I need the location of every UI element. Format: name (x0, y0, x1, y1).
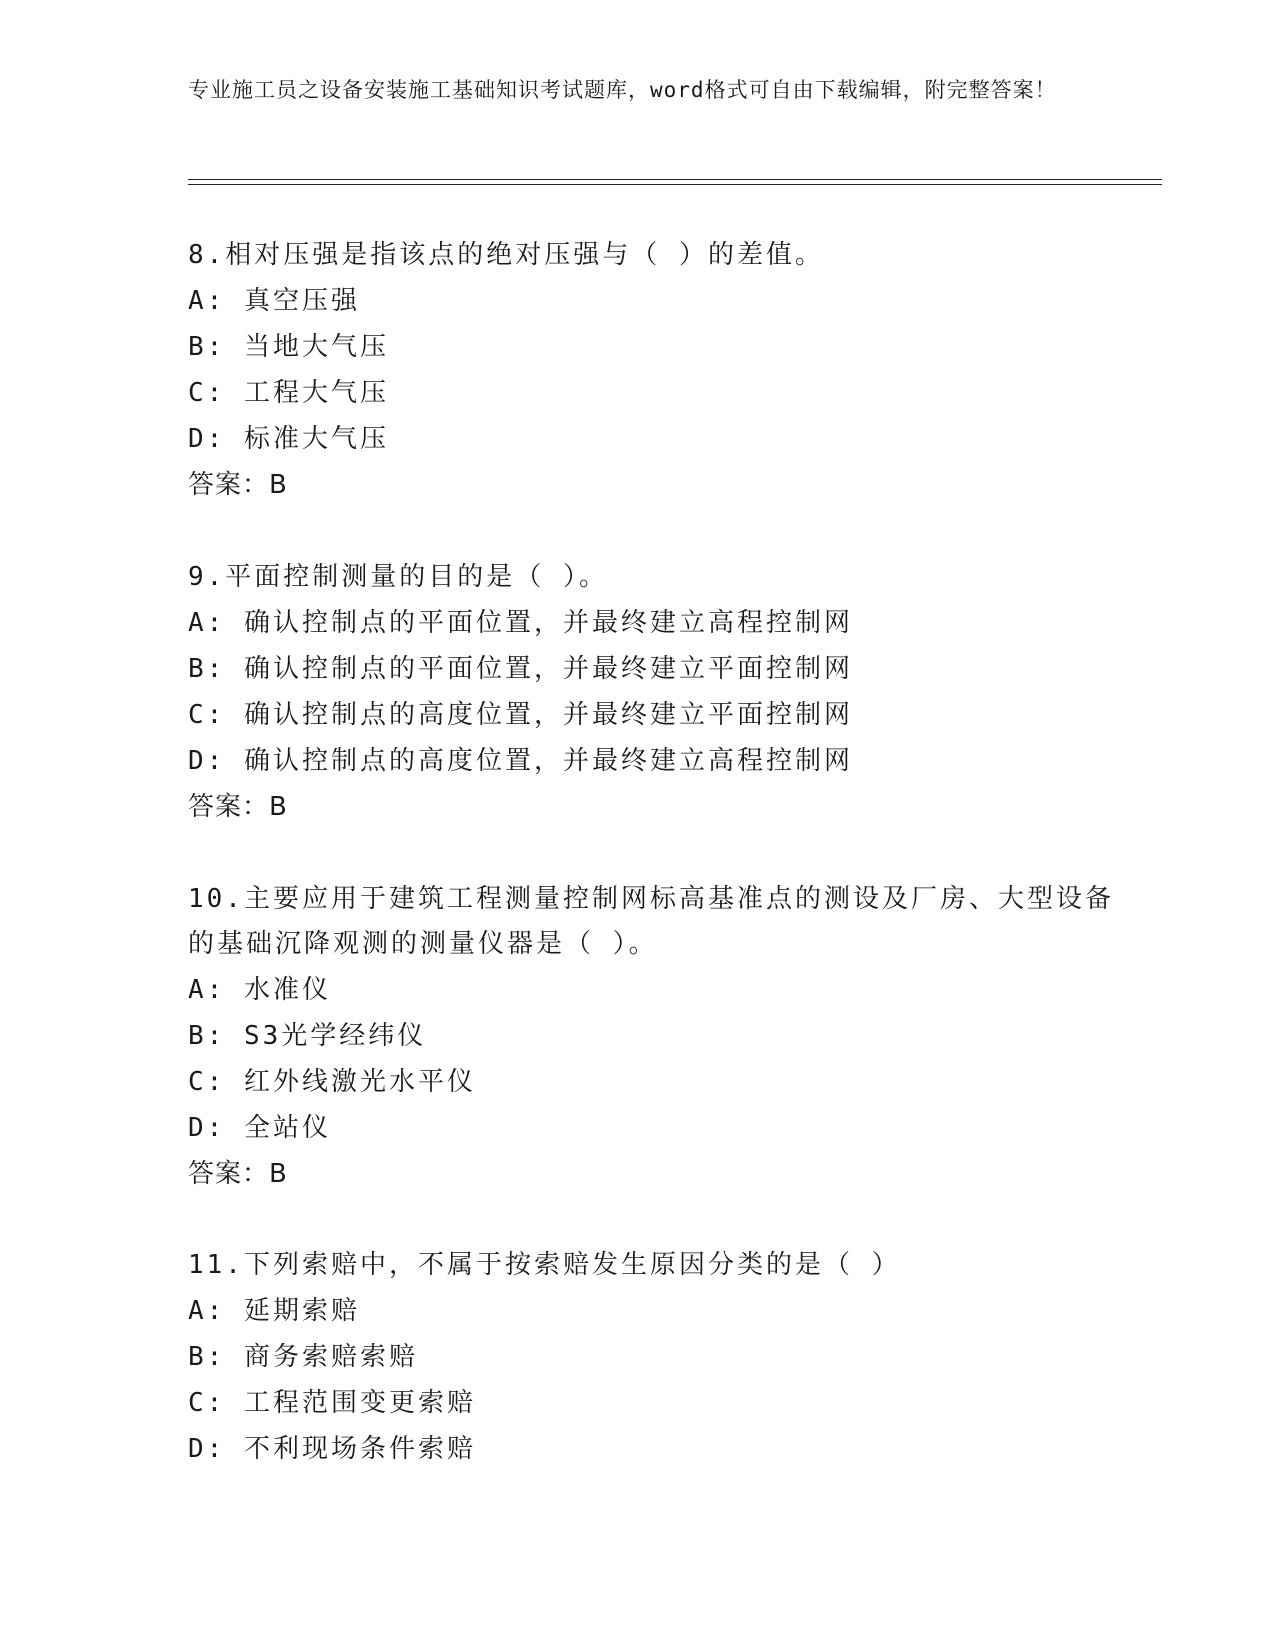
option-d: D: 不利现场条件索赔 (188, 1434, 476, 1464)
option-a: A: 延期索赔 (188, 1296, 360, 1326)
option-d: D: 标准大气压 (188, 424, 389, 454)
answer: 答案：B (188, 1159, 288, 1189)
option-c: C: 红外线激光水平仪 (188, 1067, 476, 1097)
option-b: B: 商务索赔索赔 (188, 1342, 418, 1372)
option-c: C: 工程范围变更索赔 (188, 1388, 476, 1418)
option-b: B: S3光学经纬仪 (188, 1021, 427, 1051)
question-8 (188, 233, 1128, 508)
option-a: A: 水准仪 (188, 975, 331, 1005)
question-stem: 10.主要应用于建筑工程测量控制网标高基准点的测设及厂房、大型设备的基础沉降观测的测量仪器是（ ）。 (188, 884, 1114, 959)
question-11 (188, 1243, 1128, 1472)
question-stem: 9.平面控制测量的目的是（ ）。 (188, 562, 608, 592)
question-10 (188, 877, 1128, 1197)
header-rule-top (188, 179, 1162, 180)
option-c: C: 工程大气压 (188, 378, 389, 408)
answer: 答案：B (188, 792, 288, 822)
option-b: B: 当地大气压 (188, 332, 389, 362)
option-a: A: 确认控制点的平面位置，并最终建立高程控制网 (188, 608, 853, 638)
option-a: A: 真空压强 (188, 286, 360, 316)
option-b: B: 确认控制点的平面位置，并最终建立平面控制网 (188, 654, 853, 684)
question-stem: 8.相对压强是指该点的绝对压强与（ ）的差值。 (188, 240, 824, 270)
question-9 (188, 555, 1128, 830)
option-d: D: 全站仪 (188, 1113, 331, 1143)
document-header (188, 74, 1088, 106)
option-c: C: 确认控制点的高度位置，并最终建立平面控制网 (188, 700, 853, 730)
option-d: D: 确认控制点的高度位置，并最终建立高程控制网 (188, 746, 853, 776)
header-text: 专业施工员之设备安装施工基础知识考试题库，word格式可自由下载编辑，附完整答案！ (188, 78, 1057, 102)
question-stem: 11.下列索赔中，不属于按索赔发生原因分类的是（ ） (188, 1250, 901, 1280)
answer: 答案：B (188, 470, 288, 500)
header-rule-bottom (188, 184, 1162, 185)
